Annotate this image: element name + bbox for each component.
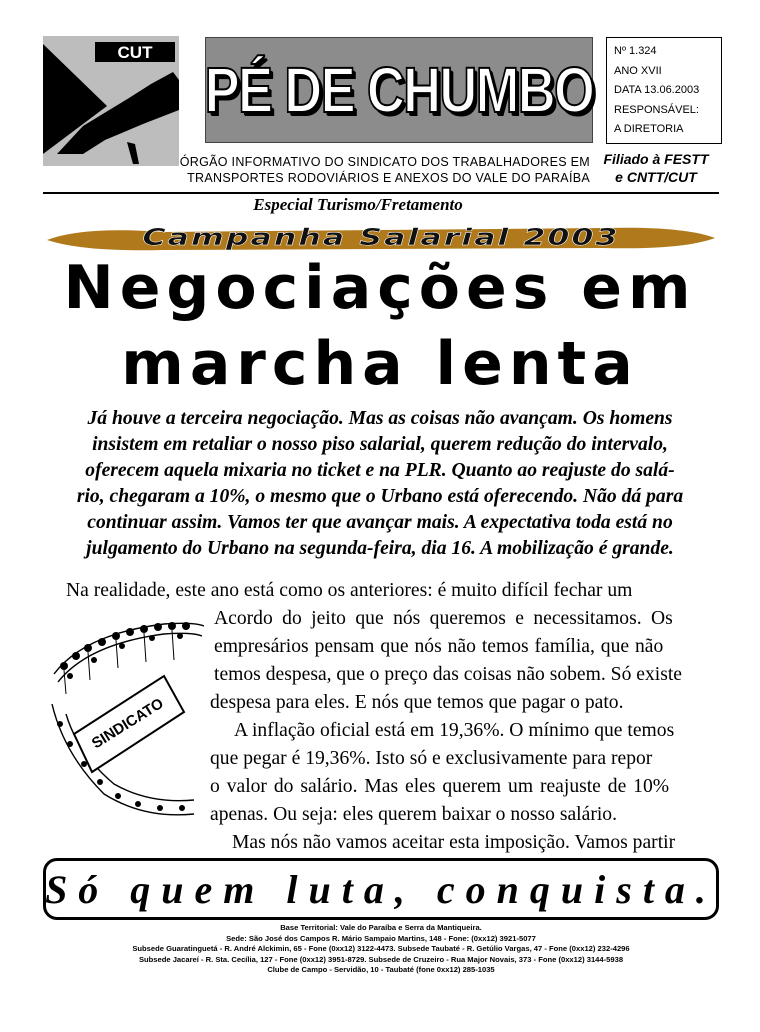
affiliation <box>592 150 720 186</box>
lead-line: insistem em retaliar o nosso piso salarial, querem redução do intervalo, <box>92 434 668 455</box>
campaign-banner <box>43 220 719 254</box>
masthead-title-box <box>205 37 593 143</box>
org-line-1: ÓRGÃO INFORMATIVO DO SINDICATO DOS TRABALHADORES EM <box>179 155 590 169</box>
body-line: temos despesa, que o preço das coisas não sobem. Só existe <box>214 664 682 685</box>
masthead-title: PÉ DE CHUMBO <box>204 54 594 126</box>
headline <box>20 250 740 402</box>
headline-line-2: marcha lenta <box>121 329 639 399</box>
campaign-banner-text: Campanha Salarial 2003 <box>142 222 620 251</box>
cut-logo <box>43 36 179 166</box>
org-description <box>150 154 590 186</box>
article-body <box>40 577 720 857</box>
body-line: A inflação oficial está em 19,36%. O mínimo que temos <box>234 720 675 741</box>
illustration-banner-text: SINDICATO <box>88 694 167 753</box>
cut-logo-text: CUT <box>117 43 153 62</box>
responsavel-value: A DIRETORIA <box>614 123 684 135</box>
body-line: Na realidade, este ano está como os anteriores: é muito difícil fechar um <box>66 580 633 601</box>
footer-line: Base Territorial: Vale do Paraíba e Serra da Mantiqueira. <box>280 923 482 932</box>
body-line: Acordo do jeito que nós queremos e necessitamos. Os <box>214 608 673 629</box>
issue-date: DATA 13.06.2003 <box>614 84 700 96</box>
lead-paragraph <box>28 406 732 562</box>
lead-line: oferecem aquela mixaria no ticket e na PLR. Quanto ao reajuste do salá- <box>85 460 675 481</box>
header-rule <box>43 192 719 194</box>
issue-number: Nº 1.324 <box>614 45 657 57</box>
affiliation-line-2: e CNTT/CUT <box>615 169 697 185</box>
footer-line: Sede: São José dos Campos R. Mário Sampaio Martins, 148 - Fone: (0xx12) 3921-5077 <box>226 933 536 943</box>
org-line-2: TRANSPORTES RODOVIÁRIOS E ANEXOS DO VALE DO PARAÍBA <box>187 171 590 185</box>
section-kicker: Especial Turismo/Fretamento <box>253 195 463 214</box>
lead-line: continuar assim. Vamos ter que avançar mais. A expectativa toda está no <box>87 512 673 533</box>
footer-line: Subsede Jacareí - R. Sta. Cecília, 127 - Fone (0xx12) 3951-8729. Subsede de Cruzeiro - Rua Major Novais, 373 - Fone (0xx12) 3144-5938 <box>138 954 624 964</box>
footer-line: Subsede Guaratinguetá - R. André Alckimin, 65 - Fone (0xx12) 3122-4473. Subsede Taubaté - R. Getúlio Vargas, 47 - Fone (0xx12) 232-4296 <box>132 944 630 954</box>
lead-line: Já houve a terceira negociação. Mas as coisas não avançam. Os homens <box>87 408 673 429</box>
slogan: Só quem luta, conquista. <box>45 866 717 912</box>
issue-info-box <box>606 37 722 144</box>
body-line: Mas nós não vamos aceitar esta imposição. Vamos partir <box>232 832 676 853</box>
body-line: que pegar é 19,36%. Isto só e exclusivamente para repor <box>210 748 653 769</box>
body-line: o valor do salário. Mas eles querem um reajuste de 10% <box>210 776 670 797</box>
body-line: despesa para eles. E nós que temos que pagar o pato. <box>210 692 624 713</box>
issue-year: ANO XVII <box>614 64 662 77</box>
lead-line: rio, chegaram a 10%, o mesmo que o Urbano está oferecendo. Não dá para <box>76 486 684 507</box>
lead-line: julgamento do Urbano na segunda-feira, dia 16. A mobilização é grande. <box>86 538 674 559</box>
footer-addresses <box>43 923 719 976</box>
affiliation-line-1: Filiado à FESTT <box>603 151 709 167</box>
body-line: apenas. Ou seja: eles querem baixar o nosso salário. <box>210 804 617 825</box>
slogan-box <box>43 858 719 920</box>
body-line: empresários pensam que nós não temos família, que não <box>214 636 664 657</box>
footer-line: Clube de Campo - Servidão, 10 - Taubaté (fone 0xx12) 285-1035 <box>267 965 495 975</box>
responsavel-label: RESPONSÁVEL: <box>614 103 699 116</box>
headline-line-1: Negociações em <box>63 253 697 323</box>
